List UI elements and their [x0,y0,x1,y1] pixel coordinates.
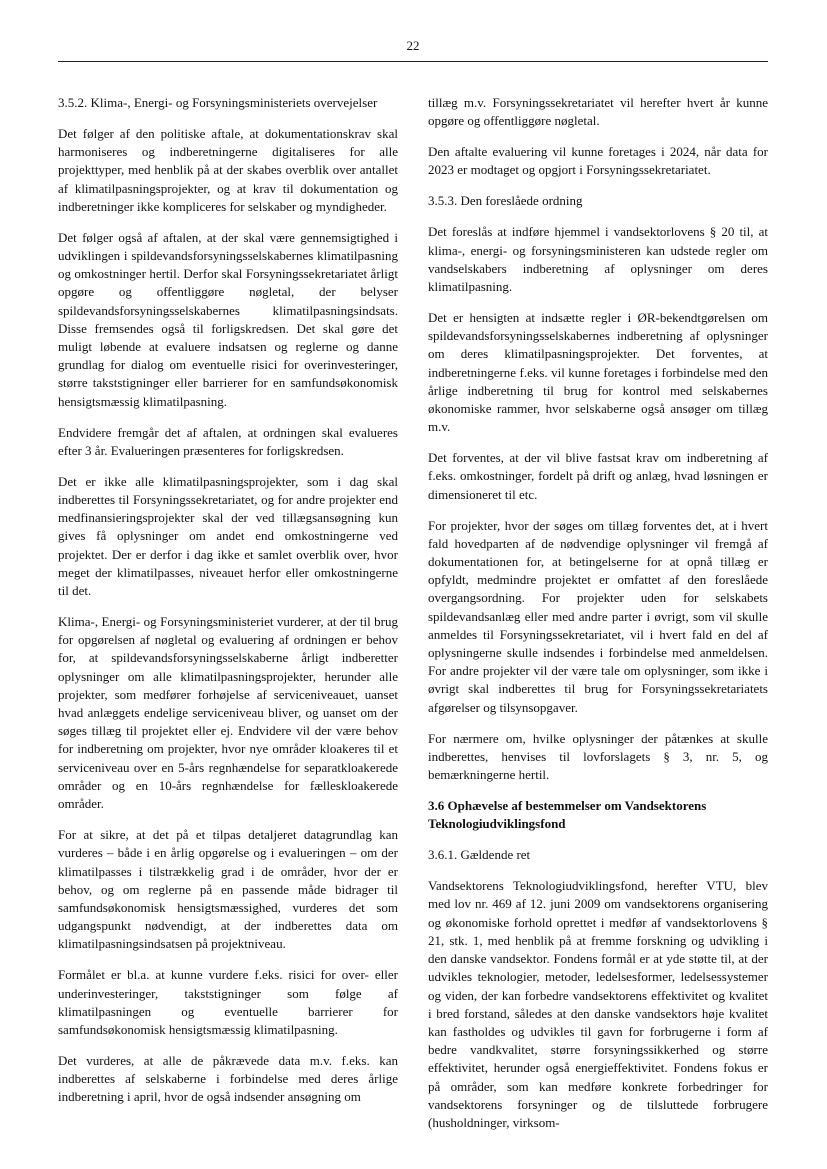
section-heading: 3.5.2. Klima-, Energi- og Forsyningsministeriets overvejelser [58,95,378,110]
paragraph: Det forventes, at der vil blive fastsat krav om indberetning af f.eks. omkostninger, fordelt på drift og anlæg, hvad løsningen er dimensioneret til etc. [428,450,768,502]
section-title: 3.6 Ophævelse af bestemmelser om Vandsektorens Teknologiudviklingsfond [428,798,707,832]
paragraph: Det foreslås at indføre hjemmel i vandsektorlovens § 20 til, at klima-, energi- og forsyningsministeren kan udstede regler om vandselskabers indberetning af oplysninger om deres klimatilpasning. [428,224,768,295]
paragraph: Det er hensigten at indsætte regler i ØR-bekendtgørelsen om spildevandsforsyningsselskabernes indberetning af oplysninger om deres klimatilpasningsprojekter. Det forventes, at indberetningerne f.eks. vil kunne foretages i forbindelse med den årlige indberetning til brug for kontrol med selskabernes økonomiske rammer, hvor selskaberne også ansøger om tillæg m.v. [428,310,768,435]
paragraph: Det følger af den politiske aftale, at dokumentationskrav skal harmoniseres og indberetningerne digitaliseres for alle projekttyper, med henblik på at der skabes overblik over antallet af klimatilpasningsprojekter, og at krav til dokumentation og indberetninger ikke kompliceres for selskaber og myndigheder. [58,126,398,214]
paragraph: Den aftalte evaluering vil kunne foretages i 2024, når data for 2023 er modtaget og opgjort i Forsyningssekretariatet. [428,144,768,178]
paragraph: Formålet er bl.a. at kunne vurdere f.eks. risici for over- eller underinvesteringer, takststigninger som følge af klimatilpasningen og eventuelle barrierer for samfundsøkonomisk hensigtsmæssig klimatilpasning. [58,967,398,1037]
paragraph: Vandsektorens Teknologiudviklingsfond, herefter VTU, blev med lov nr. 469 af 12. juni 2009 om vandsektorens organisering og økonomiske forhold oprettet i medfør af vandsektorlovens § 21, stk. 1, med henblik på at fremme forskning og udvikling i den danske vandsektor. Fondens formål er at yde støtte til, at der udvikles teknologier, metoder, ledelsesformer, ledelsessystemer og viden, der kan forbedre vandsektorens effektivitet og kvalitet i bred forstand, således at den danske vandsektors høje kvalitet kan fastholdes og udvikles til gavn for forbrugerne i form af bedre vandkvalitet, større forsyningssikkerhed og større effektivitet, herunder også energieffektivitet. Fondens fokus er på områder, som kan medføre konkrete forbedringer for vandsektorens forsyninger og de tilsluttede forbrugere (husholdninger, virksom- [428,878,768,1130]
paragraph: Det følger også af aftalen, at der skal være gennemsigtighed i udviklingen i spildevandsforsyningsselskabernes klimatilpasning og omkostninger hertil. Derfor skal Forsyningssekretariatet årligt opgøre og offentliggøre nøgletal, der belyser spildevandsforsyningsselskabernes klimatilpasningsindsats. Disse fremsendes også til forligskredsen. Det skal gøre det muligt løbende at evaluere indsatsen og reglerne og danne grundlag for dialog om eventuelle risici for overinvesteringer, større takststigninger eller barrierer for en samfundsøkonomisk hensigtsmæssig klimatilpasning. [58,229,398,409]
paragraph: Det vurderes, at alle de påkrævede data m.v. f.eks. kan indberettes af selskaberne i forbindelse med deres årlige indberetning i april, hvor de også indsender ansøgning om [58,1052,398,1105]
paragraph: For at sikre, at det på et tilpas detaljeret datagrundlag kan vurderes – både i en årlig opgørelse og i evalueringen – om der klimatilpasses i tilstrækkelig grad i de områder, hvor der er behov, og om reglerne på en passende måde bidrager til samfundsøkonomisk hensigtsmæssighed, vurderes det som udgangspunkt nødvendigt, at der indberettes data om klimatilpasningsindsatsen på projektniveau. [58,827,398,952]
paragraph: Det er ikke alle klimatilpasningsprojekter, som i dag skal indberettes til Forsyningssekretariatet, og for andre projekter end medfinansieringsprojekter skal der ved tillægsansøgning kun gives få oplysninger om andet end omkostningerne ved projektet. Der er derfor i dag ikke et samlet overblik over, hvor meget der klimatilpasses, niveauet herfor eller omkostningerne til det. [58,473,398,599]
header-rule [58,61,768,62]
section-heading: 3.6.1. Gældende ret [428,847,531,863]
paragraph: For nærmere om, hvilke oplysninger der påtænkes at skulle indberettes, henvises til lovforslagets § 3, nr. 5, og bemærkningerne hertil. [428,730,768,783]
right-column [428,94,768,1145]
page-number: 22 [406,38,420,53]
paragraph: tillæg m.v. Forsyningssekretariatet vil herefter hvert år kunne opgøre og offentliggøre nøgletal. [428,95,768,129]
section-heading: 3.5.3. Den foreslåede ordning [428,193,583,209]
paragraph: Klima-, Energi- og Forsyningsministeriet vurderer, at der til brug for opgørelsen af nøgletal og evaluering af ordningen er behov for, at spildevandsforsyningsselskaberne årligt indberetter oplysninger om alle klimatilpasningsprojekter, herunder alle projekter, som medfører forhøjelse af serviceniveauet, uanset hvad anlæggets endelige serviceniveau bliver, og uanset om der søges tillæg til projektet eller ej. Endvidere vil der være behov for indberetning om projekter, hvor nye områder kloakeres til et serviceniveau over en 5-års regnhændelse for separatkloakerede områder og en 10-års regnhændelse for fælleskloakerede områder. [58,614,398,812]
left-column [58,94,398,1119]
paragraph: For projekter, hvor der søges om tillæg forventes det, at i hvert fald hovedparten af de nødvendige oplysninger vil fremgå af dokumentationen for, at betingelserne for at opnå tillæg er opfyldt, medmindre projektet er omfattet af den foreslåede overgangsordning. For projekter uden for selskabets spildevandsanlæg eller med andre parter i øvrigt, som vil skulle anmeldes til Forsyningssekretariatet, vil i hvert fald en del af oplysningerne skulle indsendes i forbindelse med anmeldelsen. For andre projekter vil der være tale om oplysninger, som ikke i øvrigt skal indberettes til brug for Forsyningssekretariatets afgørelser og tilsynsopgaver. [428,517,768,715]
paragraph: Endvidere fremgår det af aftalen, at ordningen skal evalueres efter 3 år. Evalueringen præsenteres for forligskredsen. [58,424,398,458]
